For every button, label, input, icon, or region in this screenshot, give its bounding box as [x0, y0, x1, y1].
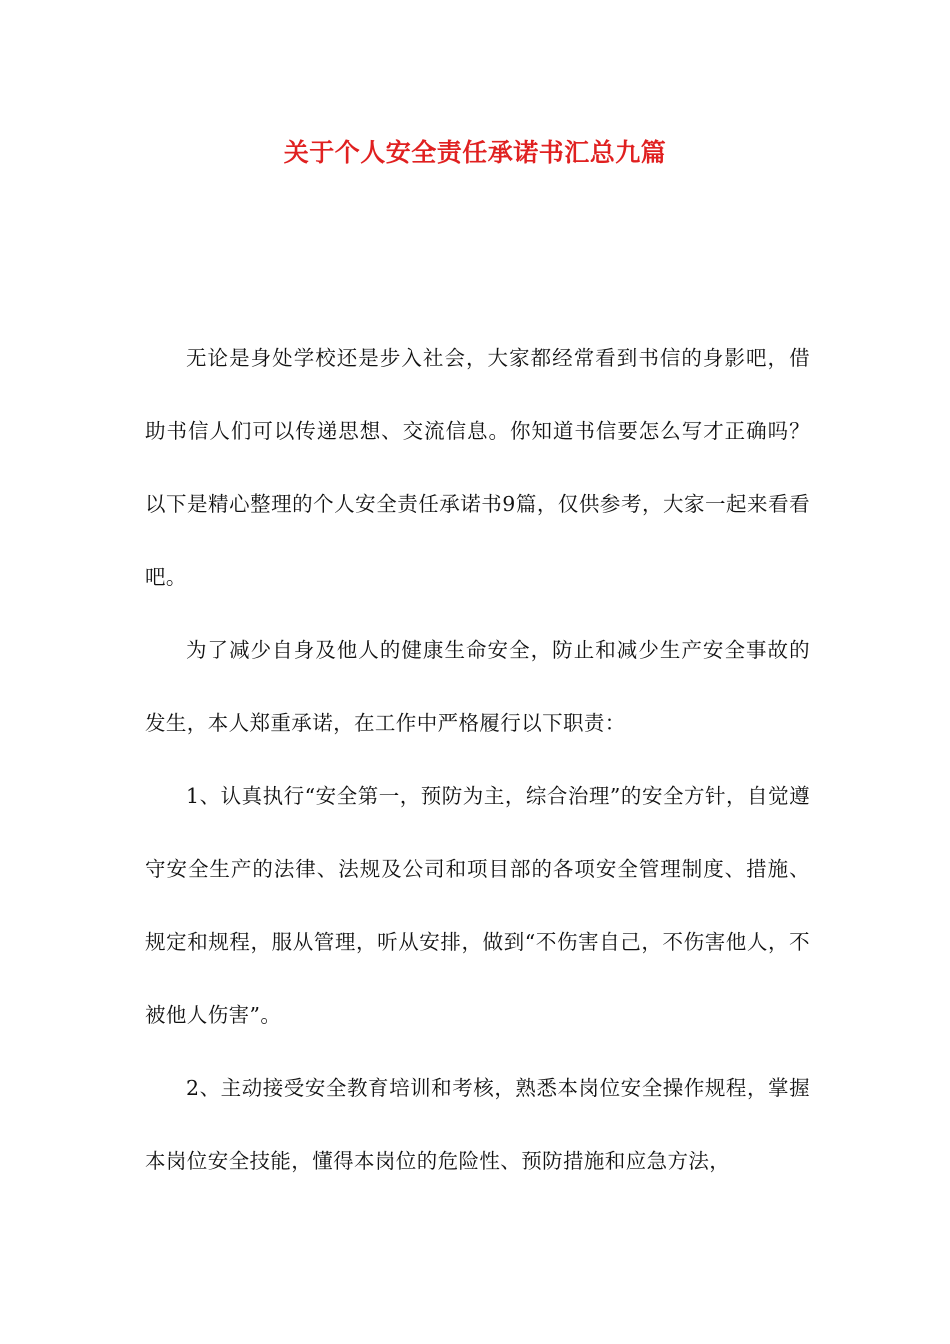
- paragraph-commitment: 为了减少自身及他人的健康生命安全，防止和减少生产安全事故的发生，本人郑重承诺，在工作中严格履行以下职责：: [145, 638, 810, 735]
- paragraph-item-2: 2、主动接受安全教育培训和考核，熟悉本岗位安全操作规程，掌握本岗位安全技能，懂得本岗位的危险性、预防措施和应急方法，: [145, 1076, 810, 1173]
- document-title: 关于个人安全责任承诺书汇总九篇: [283, 138, 667, 167]
- paragraph-item-1: 1、认真执行“安全第一，预防为主，综合治理”的安全方针，自觉遵守安全生产的法律、法规及公司和项目部的各项安全管理制度、措施、规定和规程，服从管理，听从安排，做到“不伤害自己，不伤害他人，不被他人伤害”。: [145, 784, 810, 1027]
- paragraph-intro: 无论是身处学校还是步入社会，大家都经常看到书信的身影吧，借助书信人们可以传递思想、交流信息。你知道书信要怎么写才正确吗？以下是精心整理的个人安全责任承诺书9篇，仅供参考，大家一起来看看吧。: [145, 346, 810, 589]
- document-body: [145, 322, 810, 1198]
